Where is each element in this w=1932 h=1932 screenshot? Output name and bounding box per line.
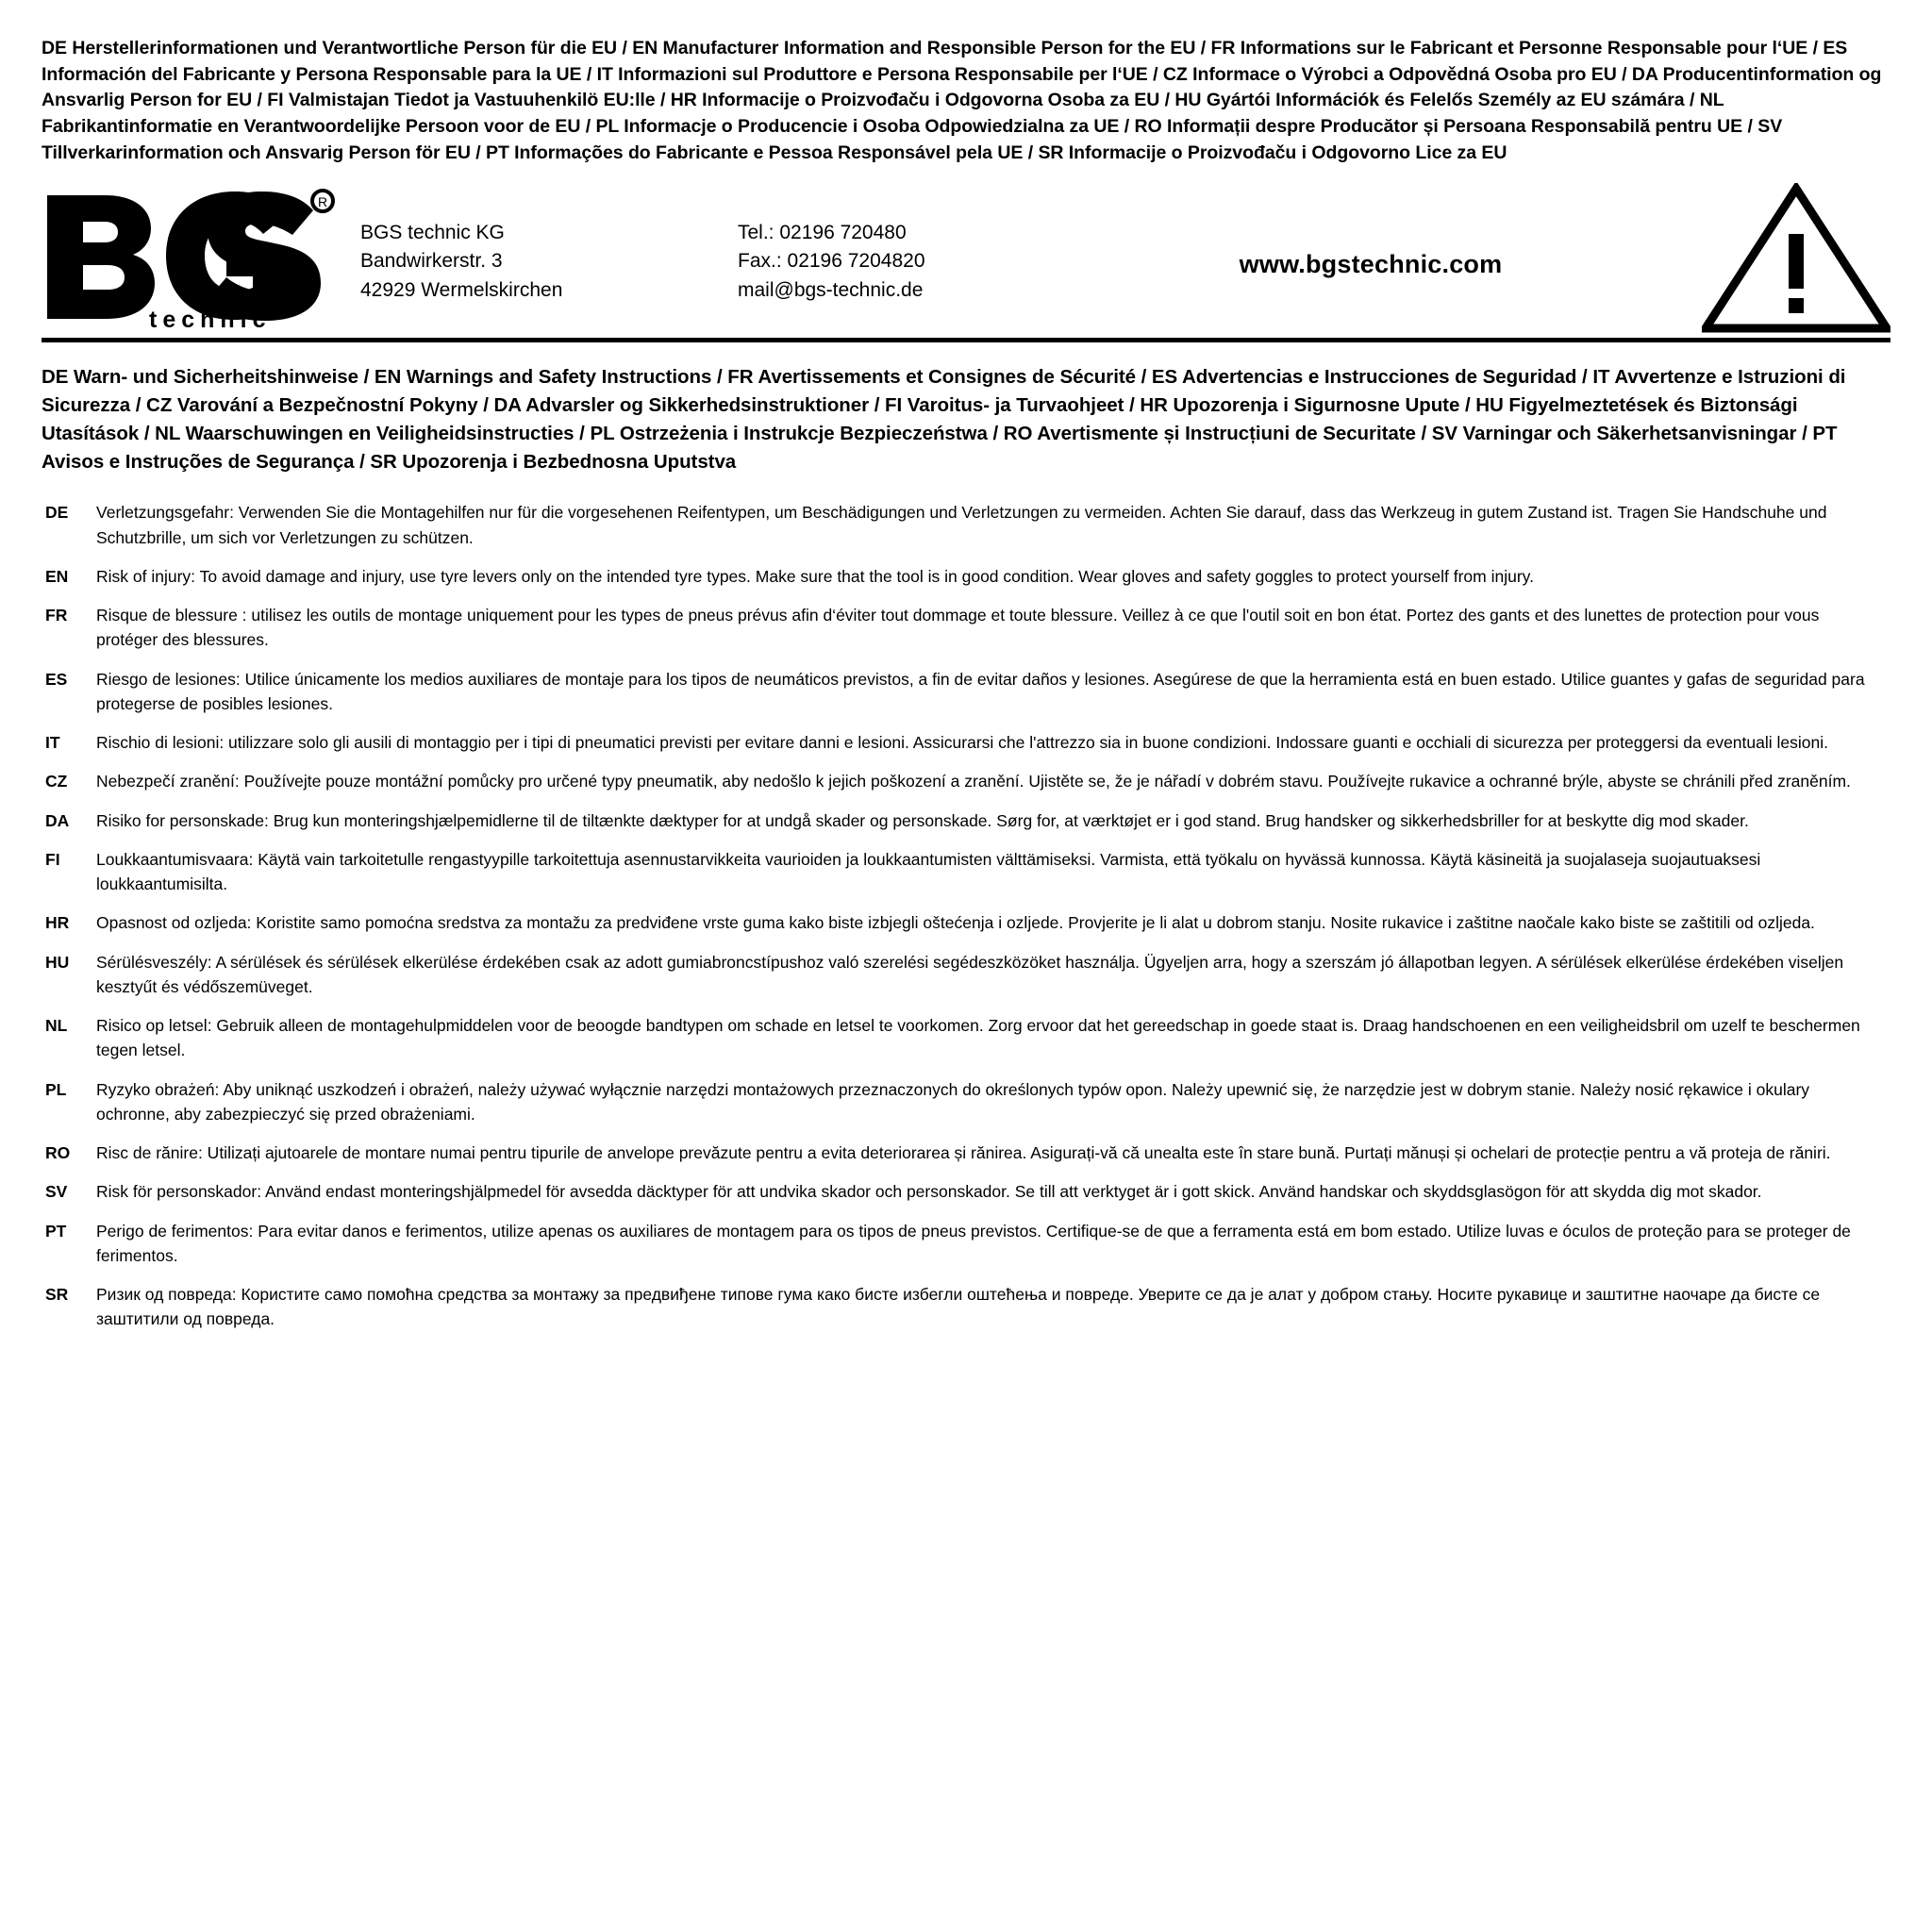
paragraph-text: Risk of injury: To avoid damage and injury, use tyre levers only on the intended tyre types. Make sure that the tool is in good condition. Wear gloves and safety goggles to protect yourself from injury. (96, 566, 1534, 586)
safety-instructions-heading: DE Warn- und Sicherheitshinweise / EN Warnings and Safety Instructions / FR Avertissements et Consignes de Sécurité / ES Advertencias e Instrucciones de Seguridad / IT Avvertenze e Istruzioni di Sicurezza / CZ Varování a Bezpečnostní Pokyny / DA Advarsler og Sikkerhedsinstruktioner / FI Varoitus- ja Turvaohjeet / HR Upozorenja i Sigurnosne Upute / HU Figyelmeztetések és Biztonsági Utasítások / NL Waarschuwingen en Veiligheidsinstructies / PL Ostrzeżenia i Instrukcje Bezpieczeństwa / RO Avertismente și Instrucțiuni de Securitate / SV Varningar och Säkerhetsanvisningar / PT Avisos e Instruções de Segurança / SR Upozorenja i Bezbednosna Uputstva (42, 366, 1846, 473)
language-code: CZ (45, 772, 68, 791)
language-code: FI (45, 849, 60, 869)
language-code: HR (45, 913, 70, 933)
safety-paragraph (42, 847, 1890, 897)
language-code: IT (45, 733, 60, 753)
safety-paragraph (42, 769, 1890, 793)
safety-paragraph (42, 500, 1890, 550)
language-code: RO (45, 1143, 71, 1163)
safety-paragraph (42, 1077, 1890, 1127)
header-divider (42, 338, 1890, 342)
paragraph-text: Perigo de ferimentos: Para evitar danos e ferimentos, utilize apenas os auxiliares de montagem para os tipos de pneus previstos. Certifique-se de que a ferramenta está em bom estado. Utilize luvas e óculos de proteção para se proteger de ferimentos. (96, 1221, 1851, 1265)
language-code: EN (45, 566, 69, 586)
language-code: SR (45, 1285, 69, 1305)
safety-paragraph (42, 667, 1890, 717)
svg-text:R: R (317, 194, 328, 210)
safety-paragraph (42, 564, 1890, 589)
company-contact-block (38, 183, 1894, 334)
paragraph-text: Loukkaantumisvaara: Käytä vain tarkoitetulle rengastyypille tarkoitettuja asennustarvikkeita vaurioiden ja loukkaantumisten välttämiseksi. Varmista, että työkalu on hyvässä kunnossa. Käytä käsineitä ja suojalaseja suojautuaksesi loukkaantumisilta. (96, 849, 1761, 894)
paragraph-text: Risc de rănire: Utilizați ajutoarele de montare numai pentru tipurile de anvelope prevăzute pentru a evita deteriorarea și rănirea. Asigurați-vă că unealta este în stare bună. Purtați mănuși și ochelari de protecție pentru a vă proteja de răniri. (96, 1143, 1831, 1163)
paragraph-text: Risico op letsel: Gebruik alleen de montagehulpmiddelen voor de beoogde bandtypen om schade en letsel te voorkomen. Zorg ervoor dat het gereedschap in goede staat is. Draag handschoenen en een veiligheidsbril om uzelf te beschermen tegen letsel. (96, 1016, 1860, 1060)
paragraph-text: Sérülésveszély: A sérülések és sérülések elkerülése érdekében csak az adott gumiabroncstípushoz való szerelési segédeszközöket használja. Ügyeljen arra, hogy a szerszám jó állapotban legyen. A sérülések elkerülése érdekében viseljen kesztyűt és védőszemüveget. (96, 952, 1844, 996)
company-city: 42929 Wermelskirchen (360, 278, 563, 301)
paragraph-text: Verletzungsgefahr: Verwenden Sie die Montagehilfen nur für die vorgesehenen Reifentypen, um Beschädigungen und Verletzungen zu vermeiden. Achten Sie darauf, dass das Werkzeug in gutem Zustand ist. Tragen Sie Handschuhe und Schutzbrille, um sich vor Verletzungen zu schützen. (96, 503, 1827, 547)
language-code: NL (45, 1016, 68, 1036)
language-code: FR (45, 606, 68, 625)
company-address (360, 213, 738, 305)
safety-paragraph (42, 1013, 1890, 1063)
company-website: www.bgstechnic.com (1239, 249, 1503, 278)
language-code: DA (45, 810, 70, 830)
safety-paragraph (42, 910, 1890, 935)
paragraph-text: Ризик од повреда: Користите само помоћна средства за монтажу за предвиђене типове гума како бисте избегли оштећења и повреде. Уверите се да је алат у добром стању. Носите рукавице и заштитне наочаре да бисте се заштитили од повреда. (96, 1285, 1821, 1329)
warning-triangle-icon (1692, 183, 1890, 334)
paragraph-text: Opasnost od ozljeda: Koristite samo pomoćna sredstva za montažu za predviđene vrste guma kako biste izbjegli oštećenja i ozljede. Provjerite je li alat u dobrom stanju. Nosite rukavice i zaštitne naočale kako biste se zaštitili od ozljeda. (96, 913, 1815, 933)
language-code: PL (45, 1079, 67, 1099)
paragraph-text: Risk för personskador: Använd endast monteringshjälpmedel för avsedda däcktyper för att undvika skador och personskador. Se till att verktyget är i gott skick. Använd handskar och skyddsglasögon för att skydda dig mot skador. (96, 1182, 1762, 1202)
safety-paragraph (42, 1282, 1890, 1332)
paragraph-text: Ryzyko obrażeń: Aby uniknąć uszkodzeń i obrażeń, należy używać wyłącznie narzędzi montażowych przeznaczonych do określonych typów opon. Należy upewnić się, że narzędzie jest w dobrym stanie. Należy nosić rękawice i okulary ochronne, aby zabezpieczyć się przed obrażeniami. (96, 1079, 1810, 1124)
paragraph-text: Riesgo de lesiones: Utilice únicamente los medios auxiliares de montaje para los tipos de neumáticos previstos, a fin de evitar daños y lesiones. Asegúrese de que la herramienta está en buen estado. Utilice guantes y gafas de seguridad para protegerse de posibles lesiones. (96, 669, 1865, 713)
paragraph-text: Risiko for personskade: Brug kun monteringshjælpemidlerne til de tiltænkte dæktyper for at undgå skader og personskade. Sørg for, at værktøjet er i god stand. Brug handsker og sikkerhedsbriller for at beskytte dig mod skader. (96, 810, 1749, 830)
safety-paragraph (42, 1219, 1890, 1269)
manufacturer-info-heading: DE Herstellerinformationen und Verantwortliche Person für die EU / EN Manufacturer Information and Responsible Person for the EU / FR Informations sur le Fabricant et Personne Responsable pour l‘UE / ES Información del Fabricante y Persona Responsable para la UE / IT Informazioni sul Produttore e Persona Responsabile per l‘UE / CZ Informace o Výrobci a Odpovědná Osoba pro EU / DA Producentinformation og Ansvarlig Person for EU / FI Valmistajan Tiedot ja Vastuuhenkilö EU:lle / HR Informacije o Proizvođaču i Odgovorna Osoba za EU / HU Gyártói Információk és Felelős Személy az EU számára / NL Fabrikantinformatie en Verantwoordelijke Persoon voor de EU / PL Informacje o Producencie i Osoba Odpowiedzialna za UE / RO Informații despre Producător și Persoana Responsabilă pentru UE / SV Tillverkarinformation och Ansvarig Person för EU / PT Informações do Fabricante e Pessoa Responsável pela UE / SR Informacije o Proizvođaču i Odgovorno Lice za EU (42, 38, 1882, 163)
safety-paragraph (42, 1141, 1890, 1165)
paragraph-text: Rischio di lesioni: utilizzare solo gli ausili di montaggio per i tipi di pneumatici previsti per evitare danni e lesioni. Assicurarsi che l'attrezzo sia in buone condizioni. Indossare guanti e occhiali di sicurezza per proteggersi da eventuali lesioni. (96, 733, 1828, 753)
company-email: mail@bgs-technic.de (738, 278, 924, 301)
svg-text:technic: technic (149, 307, 272, 330)
company-fax: Fax.: 02196 7204820 (738, 250, 925, 273)
language-code: PT (45, 1221, 67, 1241)
language-code: ES (45, 669, 68, 689)
paragraph-text: Risque de blessure : utilisez les outils de montage uniquement pour les types de pneus prévus afin d‘éviter tout dommage et toute blessure. Veillez à ce que l'outil soit en bon état. Portez des gants et des lunettes de protection pour vous protéger des blessures. (96, 606, 1820, 650)
language-code: SV (45, 1182, 68, 1202)
company-name: BGS technic KG (360, 221, 505, 243)
safety-paragraph-list (38, 500, 1894, 1331)
company-street: Bandwirkerstr. 3 (360, 250, 503, 273)
safety-paragraph (42, 730, 1890, 755)
safety-paragraph (42, 950, 1890, 1000)
safety-paragraph (42, 603, 1890, 653)
company-contact (738, 213, 1049, 305)
safety-paragraph (42, 808, 1890, 833)
bgs-logo (42, 188, 353, 329)
language-code: DE (45, 503, 69, 523)
language-code: HU (45, 952, 70, 972)
safety-paragraph (42, 1179, 1890, 1204)
paragraph-text: Nebezpečí zranění: Používejte pouze montážní pomůcky pro určené typy pneumatik, aby nedošlo k jejich poškození a zranění. Ujistěte se, že je nářadí v dobrém stavu. Používejte rukavice a ochranné brýle, abyste se chránili před zraněním. (96, 772, 1851, 791)
company-tel: Tel.: 02196 720480 (738, 221, 907, 243)
